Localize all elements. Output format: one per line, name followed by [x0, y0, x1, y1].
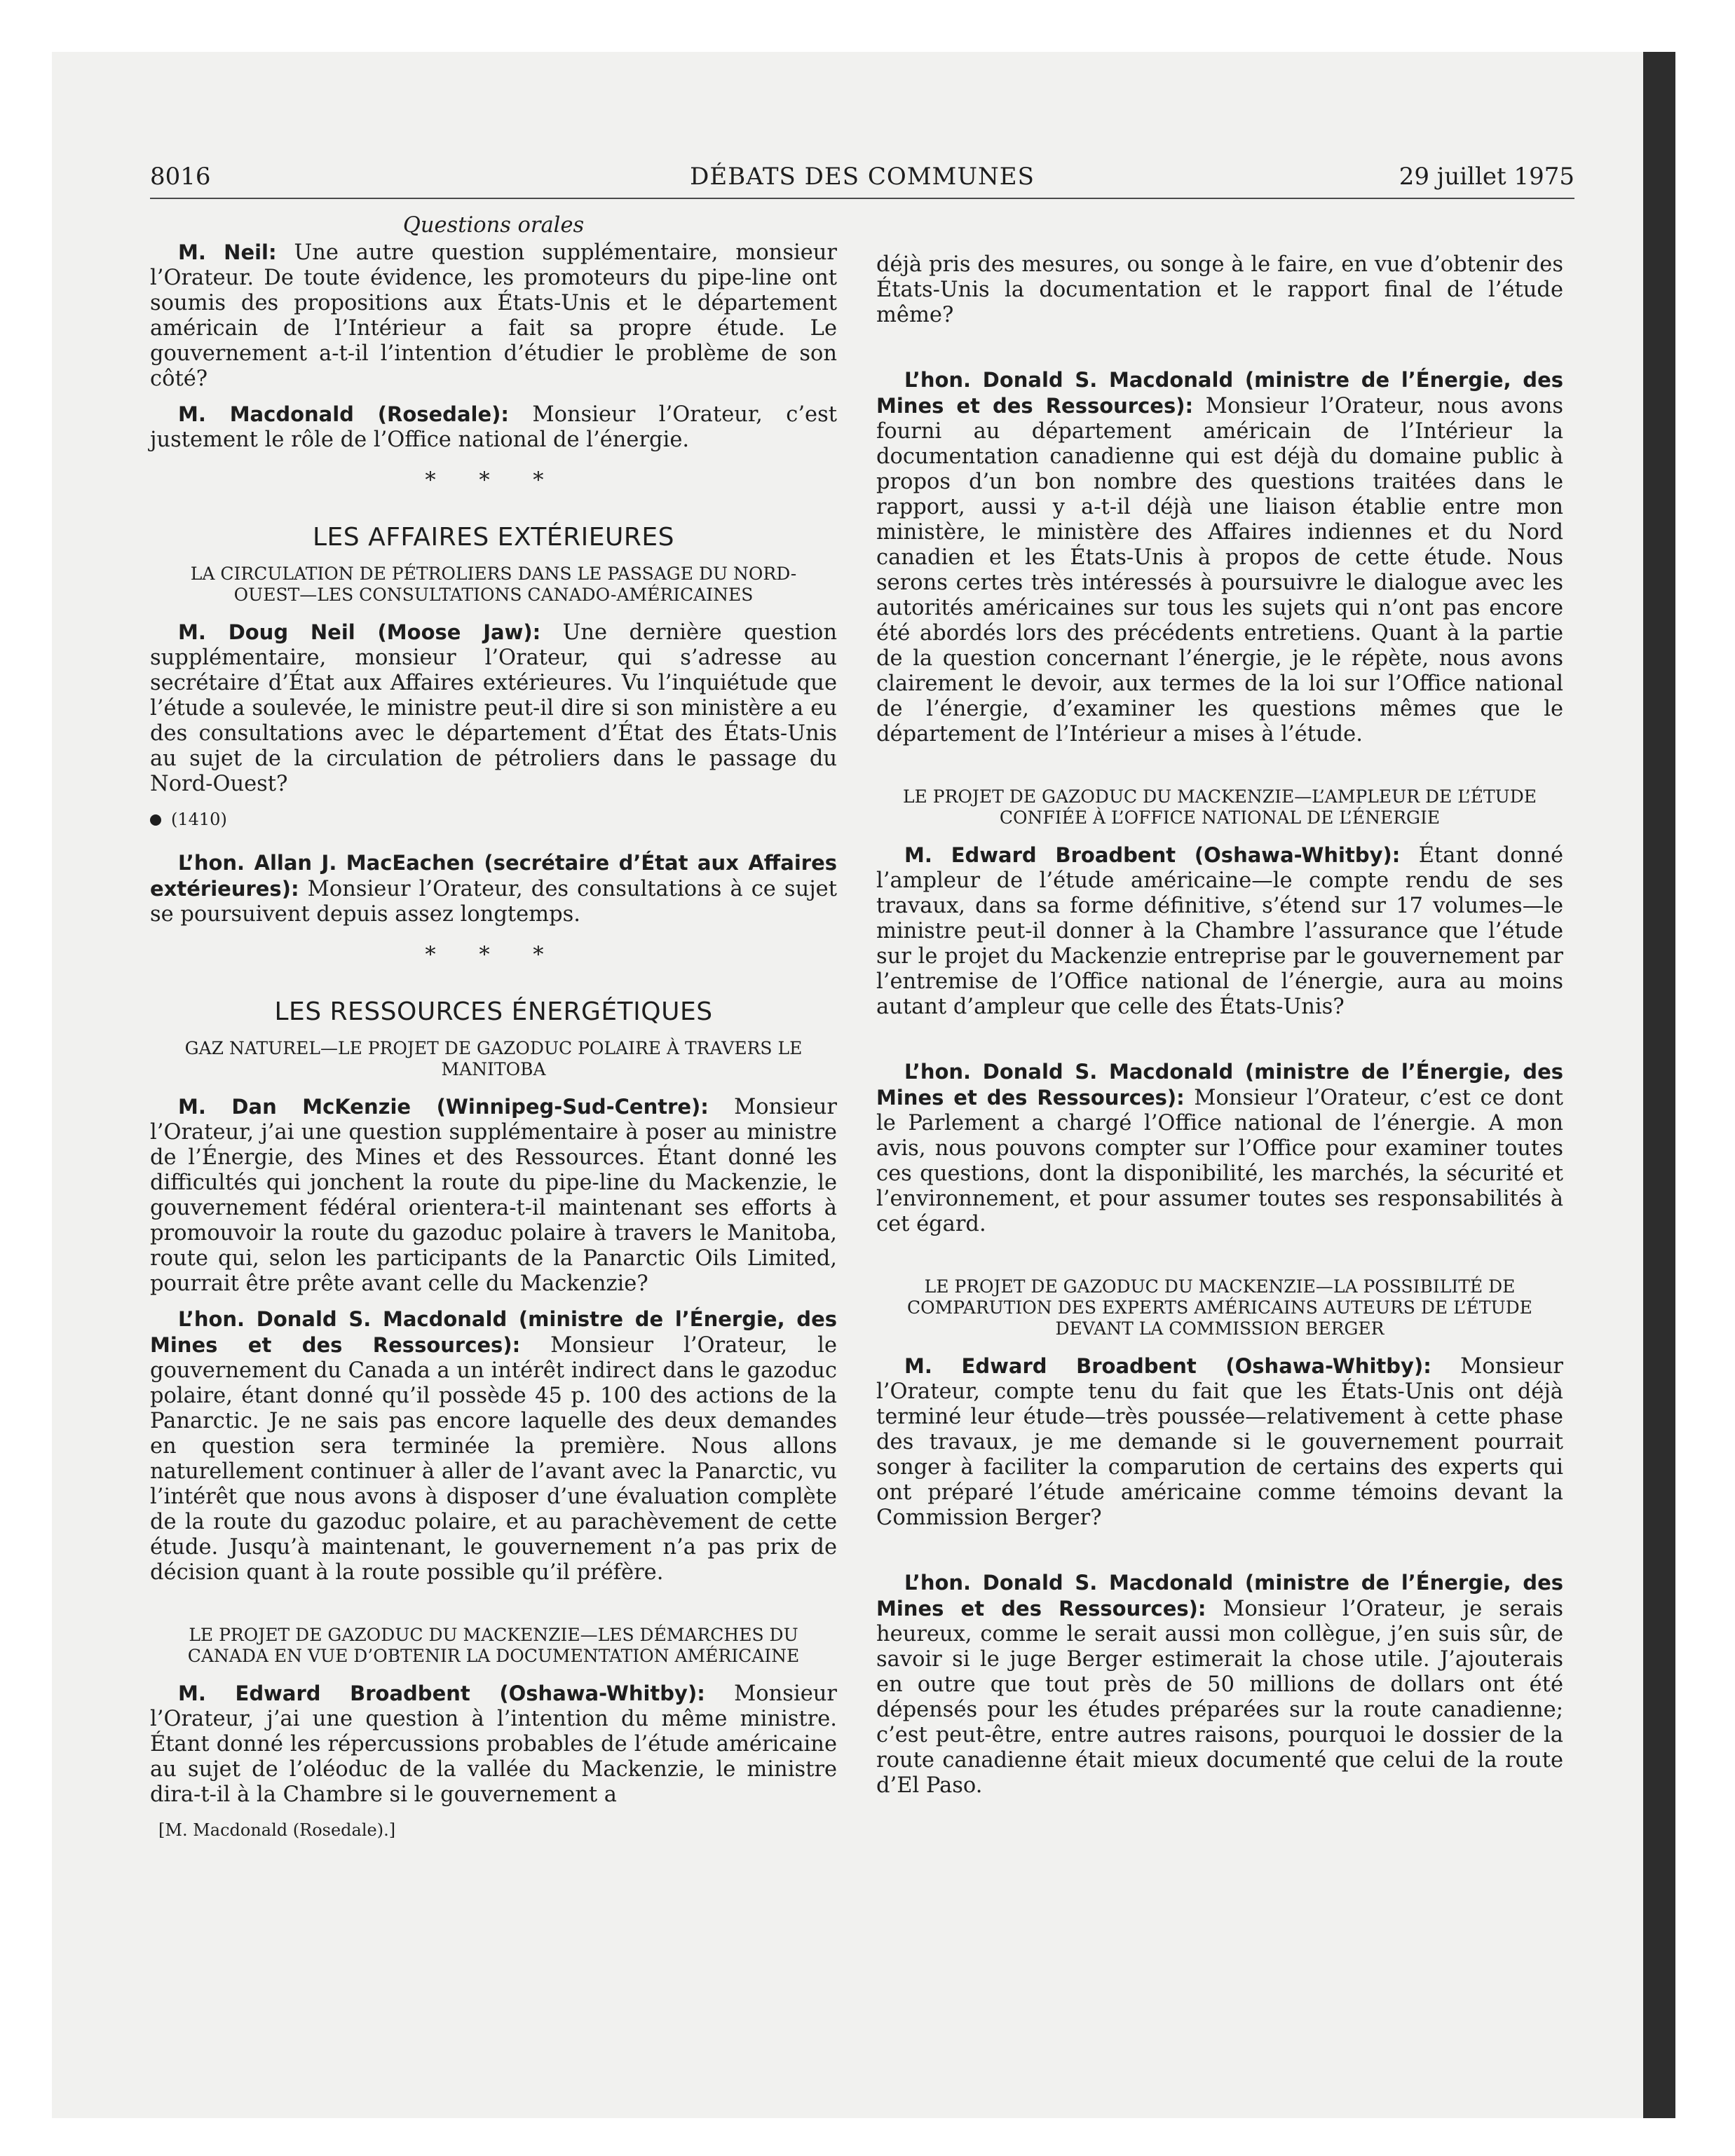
- section-heading: LES AFFAIRES EXTÉRIEURES: [313, 523, 674, 552]
- paragraph: [150, 1681, 837, 1808]
- page-number: 8016: [150, 163, 211, 191]
- paragraph: [876, 842, 1563, 1020]
- paragraph: [876, 252, 1563, 328]
- subsection-heading: GAZ NATUREL—LE PROJET DE GAZODUC POLAIRE À TRAVERS LE MANITOBA: [184, 1038, 803, 1079]
- speech-text: Monsieur l’Orateur, c’est justement le rôle de l’Office national de l’énergie.: [150, 402, 838, 452]
- speech-text: Monsieur l’Orateur, compte tenu du fait que les États-Unis ont déjà terminé leur étude—très poussée—relativement à cette phase des travaux, je me demande si le gouvernement pourrait songer à faciliter la comparution de certains des experts qui ont préparé l’étude américaine comme témoins devant la Commission Berger?: [876, 1354, 1563, 1530]
- speaker-name: M. Edward Broadbent (Oshawa-Whitby):: [904, 843, 1401, 867]
- publication-title: DÉBATS DES COMMUNES: [690, 163, 1035, 191]
- section-separator: * * *: [425, 468, 562, 493]
- speech-text: Une dernière question supplémentaire, monsieur l’Orateur, qui s’adresse au secrétaire d’État aux Affaires extérieures. Vu l’inquiétude que l’étude a soulevée, le ministre peut-il dire si son ministère a eu des consultations avec le département d’État des États-Unis au sujet de la circulation de pétroliers dans le passage du Nord-Ouest?: [150, 620, 838, 796]
- speaker-name: M. Neil:: [178, 240, 277, 264]
- time-marker: [150, 807, 837, 832]
- speech-text: Monsieur l’Orateur, nous avons fourni au département américain de l’Intérieur la documentation canadienne qui est déjà du domaine public à propos d’un bon nombre des questions traitées dans le rapport, aussi y a-t-il déjà une liaison établie entre mon ministère, le ministère des Affaires indiennes et du Nord canadien et les États-Unis à propos de cette étude. Nous serons certes très intéressés à poursuivre le dialogue avec les autorités américaines sur tous les sujets qui n’ont pas encore été abordés lors des précédents entretiens. Quant à la partie de la question concernant l’énergie, je le répète, nous avons clairement le devoir, aux termes de la loi sur l’Office national de l’énergie, d’examiner les questions mêmes que le département de l’Intérieur a mises à l’étude.: [876, 394, 1563, 746]
- speech-text: Monsieur l’Orateur, j’ai une question supplémentaire à poser au ministre de l’Énergie, des Mines et des Ressources. Étant donné les difficultés qui jonchent la route du pipe-line du Mackenzie, le gouvernement fédéral orientera-t-il maintenant ses efforts à promouvoir la route du gazoduc polaire à travers le Manitoba, route qui, selon les participants de la Panarctic Oils Limited, pourrait être prête avant celle du Mackenzie?: [150, 1095, 837, 1296]
- speech-text: Monsieur l’Orateur, des consultations à ce sujet se poursuivent depuis assez longtemps.: [150, 877, 837, 927]
- scan-edge-shadow: [1643, 52, 1675, 2118]
- paragraph: [876, 1353, 1563, 1531]
- paragraph: [150, 620, 837, 797]
- speaker-name: M. Doug Neil (Moose Jaw):: [178, 620, 541, 644]
- speech-text: Une autre question supplémentaire, monsieur l’Orateur. De toute évidence, les promoteurs du pipe-line ont soumis des propositions aux États-Unis et le département américain de l’Intérieur a fait sa propre étude. Le gouvernement a-t-il l’intention d’étudier le problème de son côté?: [150, 240, 838, 391]
- running-head: Questions orales: [402, 213, 585, 238]
- speech-text: Monsieur l’Orateur, j’ai une question à l’intention du même ministre. Étant donné les répercussions probables de l’étude américaine au sujet de l’oléoduc de la vallée du Mackenzie, le ministre dira-t-il à la Chambre si le gouvernement a: [150, 1681, 837, 1807]
- speaker-name: M. Edward Broadbent (Oshawa-Whitby):: [904, 1354, 1431, 1378]
- speaker-name: M. Dan McKenzie (Winnipeg-Sud-Centre):: [178, 1095, 709, 1119]
- right-column: [876, 252, 1563, 1808]
- paragraph: [150, 240, 837, 392]
- paragraph: [876, 367, 1563, 747]
- paragraph: [150, 1094, 837, 1297]
- speaker-name: L’hon. Donald S. Macdonald (ministre de l’Énergie, des Mines et des Ressources):: [876, 368, 1563, 418]
- subsection-heading: LE PROJET DE GAZODUC DU MACKENZIE—LES DÉMARCHES DU CANADA EN VUE D’OBTENIR LA DOCUMENTATION AMÉRICAINE: [187, 1625, 800, 1666]
- page-date: 29 juillet 1975: [1399, 163, 1574, 191]
- section-heading: LES RESSOURCES ÉNERGÉTIQUES: [274, 997, 713, 1026]
- speaker-name: L’hon. Donald S. Macdonald (ministre de l’Énergie, des Mines et des Ressources):: [876, 1060, 1563, 1110]
- subsection-heading: LE PROJET DE GAZODUC DU MACKENZIE—L’AMPLEUR DE L’ÉTUDE CONFIÉE À L’OFFICE NATIONAL DE L’ÉNERGIE: [902, 786, 1537, 828]
- speaker-name: L’hon. Allan J. MacEachen (secrétaire d’État aux Affaires extérieures):: [150, 851, 837, 901]
- speaker-name: L’hon. Donald S. Macdonald (ministre de l’Énergie, des Mines et des Ressources):: [876, 1571, 1563, 1621]
- time-marker-text: (1410): [171, 810, 227, 829]
- speech-text: Monsieur l’Orateur, c’est ce dont le Parlement a chargé l’Office national de l’énergie. A mon avis, nous pouvons compter sur l’Office pour examiner toutes ces questions, dont la disponibilité, les marchés, la sécurité et l’environnement, et pour assumer toutes ses responsabilités à cet égard.: [876, 1086, 1564, 1236]
- speech-text: Monsieur l’Orateur, je serais heureux, comme le serait aussi mon collègue, j’en suis sûr, de savoir si le juge Berger estimerait la chose utile. J’ajouterais en outre que tout près de 50 millions de dollars ont été dépensés pour les études préparées sur la route canadienne; c’est peut-être, entre autres raisons, pourquoi le dossier de la route canadienne était mieux documenté que celui de la route d’El Paso.: [876, 1597, 1563, 1798]
- page-header: [150, 158, 1574, 199]
- paragraph: [150, 1306, 837, 1585]
- section-separator: * * *: [425, 943, 562, 967]
- left-column: [150, 213, 837, 1843]
- speech-text: Étant donné l’ampleur de l’étude américaine—le compte rendu de ses travaux, dans sa forme définitive, s’étend sur 17 volumes—le ministre peut-il donner à la Chambre l’assurance que l’étude sur le projet du Mackenzie entreprise par le gouvernement par l’entremise de l’Office national de l’énergie, aura au moins autant d’ampleur que celle des États-Unis?: [876, 843, 1563, 1019]
- bullet-icon: [150, 814, 161, 826]
- paragraph: [876, 1570, 1563, 1799]
- speaker-name: M. Edward Broadbent (Oshawa-Whitby):: [178, 1681, 705, 1705]
- page-content: [150, 158, 1574, 2079]
- speaker-name: L’hon. Donald S. Macdonald (ministre de l’Énergie, des Mines et des Ressources):: [150, 1307, 837, 1357]
- paragraph: [150, 402, 837, 453]
- page-footnote: [M. Macdonald (Rosedale).]: [158, 1820, 396, 1840]
- subsection-heading: LE PROJET DE GAZODUC DU MACKENZIE—LA POSSIBILITÉ DE COMPARUTION DES EXPERTS AMÉRICAINS AUTEURS DE L’ÉTUDE DEVANT LA COMMISSION BERGER: [907, 1276, 1532, 1339]
- speech-text: déjà pris des mesures, ou songe à le faire, en vue d’obtenir des États-Unis la documentation et le rapport final de l’étude même?: [876, 252, 1563, 327]
- paragraph: [876, 1059, 1563, 1237]
- speaker-name: M. Macdonald (Rosedale):: [178, 402, 509, 426]
- speech-text: Monsieur l’Orateur, le gouvernement du Canada a un intérêt indirect dans le gazoduc polaire, étant donné qu’il possède 45 p. 100 des actions de la Panarctic. Je ne sais pas encore laquelle des deux demandes en question sera terminée la première. Nous allons naturellement continuer à aller de l’avant avec la Panarctic, vu l’intérêt que nous avons à disposer d’une évaluation complète de la route du gazoduc polaire, et au parachèvement de cette étude. Jusqu’à maintenant, le gouvernement n’a pas prix de décision quant à la route possible qu’il préfère.: [150, 1333, 837, 1585]
- subsection-heading: LA CIRCULATION DE PÉTROLIERS DANS LE PASSAGE DU NORD-OUEST—LES CONSULTATIONS CANADO-AMÉRICAINES: [190, 564, 797, 605]
- paragraph: [150, 850, 837, 927]
